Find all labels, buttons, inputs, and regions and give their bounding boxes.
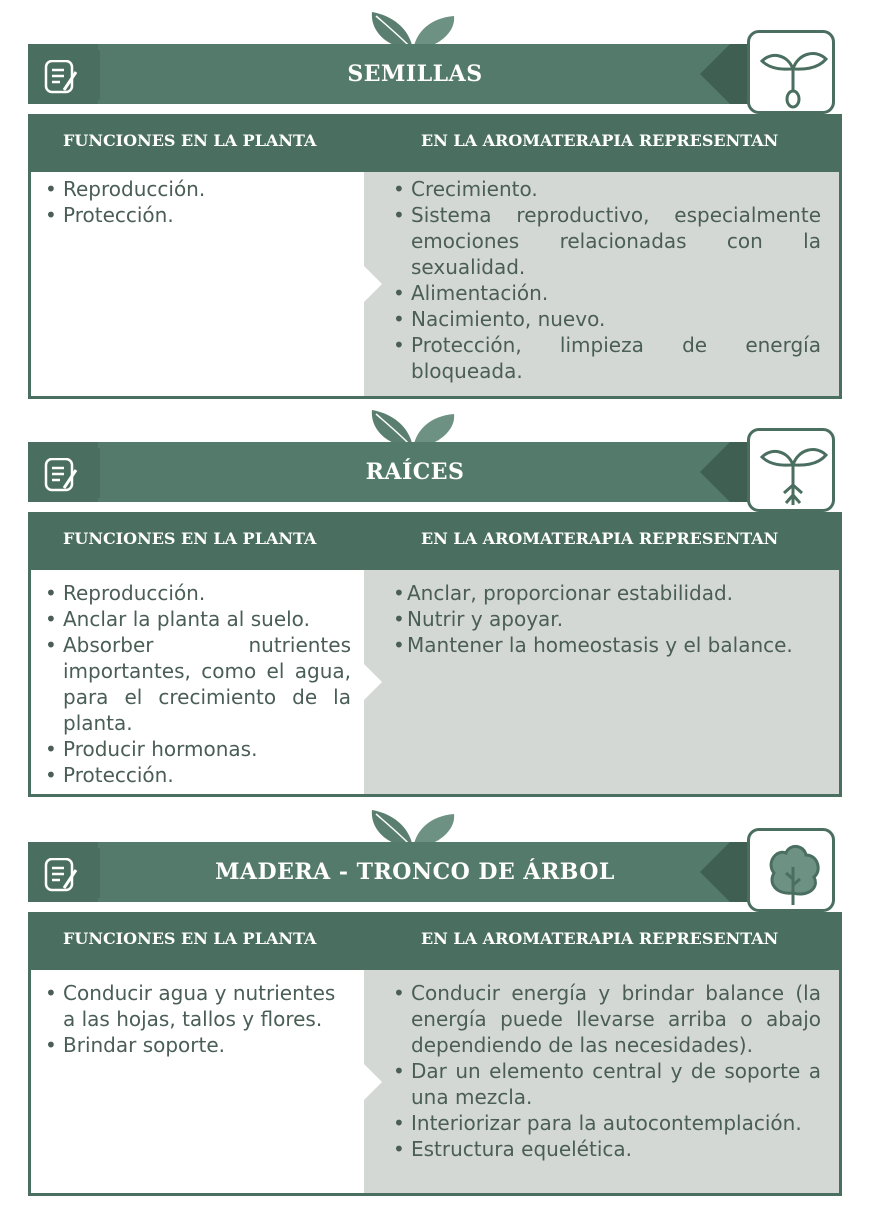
- header-functions: FUNCIONES EN LA PLANTA: [63, 929, 317, 948]
- table-header: [31, 512, 839, 570]
- list-item: • Interiorizar para la autocontemplación.: [393, 1110, 821, 1136]
- left-list: [45, 980, 351, 1058]
- info-table: [28, 114, 842, 399]
- header-functions: FUNCIONES EN LA PLANTA: [63, 131, 317, 150]
- document-icon: [44, 858, 80, 892]
- list-item: • Sistema reproductivo, especialmente emociones relacionadas con la sexualidad.: [393, 202, 821, 280]
- list-item: • Estructura equelética.: [393, 1136, 821, 1162]
- list-item: • Nutrir y apoyar.: [393, 606, 821, 632]
- right-list: [393, 580, 821, 658]
- list-item: • Dar un elemento central y de soporte a una mezcla.: [393, 1058, 821, 1110]
- tree-icon: [758, 837, 828, 907]
- plant-icon-box: [747, 428, 835, 512]
- list-item: • Reproducción.: [45, 176, 351, 202]
- info-table: [28, 512, 842, 797]
- section-title: MADERA - TRONCO DE ÁRBOL: [215, 859, 615, 885]
- list-item: • Anclar la planta al suelo.: [45, 606, 351, 632]
- list-item: • Brindar soporte.: [45, 1032, 351, 1058]
- info-table: [28, 912, 842, 1196]
- list-item: • Alimentación.: [393, 280, 821, 306]
- seed-sprout-icon: [758, 39, 828, 109]
- table-header: [31, 912, 839, 970]
- header-aromatherapy: EN LA AROMATERAPIA REPRESENTAN: [421, 929, 779, 948]
- table-header: [31, 114, 839, 172]
- header-aromatherapy: EN LA AROMATERAPIA REPRESENTAN: [421, 529, 779, 548]
- section-title: SEMILLAS: [347, 61, 483, 87]
- right-list: [393, 176, 821, 384]
- right-list: [393, 980, 821, 1162]
- list-item: • Producir hormonas.: [45, 736, 351, 762]
- plant-icon-box: [747, 30, 835, 114]
- list-item: • Anclar, proporcionar estabilidad.: [393, 580, 821, 606]
- document-icon: [44, 458, 80, 492]
- roots-sprout-icon: [758, 437, 828, 507]
- document-icon: [44, 60, 80, 94]
- list-item: • Conducir energía y brindar balance (la energía puede llevarse arriba o abajo dependiendo de las necesidades).: [393, 980, 821, 1058]
- left-list: [45, 580, 351, 788]
- plant-icon-box: [747, 828, 835, 912]
- header-functions: FUNCIONES EN LA PLANTA: [63, 529, 317, 548]
- list-item: • Protección.: [45, 202, 351, 228]
- list-item: • Nacimiento, nuevo.: [393, 306, 821, 332]
- list-item: • Mantener la homeostasis y el balance.: [393, 632, 821, 658]
- list-item: • Crecimiento.: [393, 176, 821, 202]
- list-item: • Absorber nutrientes importantes, como el agua, para el crecimiento de la planta.: [45, 632, 351, 736]
- list-item: • Conducir agua y nutrientes a las hojas, tallos y flores.: [45, 980, 351, 1032]
- header-aromatherapy: EN LA AROMATERAPIA REPRESENTAN: [421, 131, 779, 150]
- section-title: RAÍCES: [365, 459, 465, 485]
- list-item: • Protección.: [45, 762, 351, 788]
- list-item: • Reproducción.: [45, 580, 351, 606]
- list-item: • Protección, limpieza de energía bloqueada.: [393, 332, 821, 384]
- left-list: [45, 176, 351, 228]
